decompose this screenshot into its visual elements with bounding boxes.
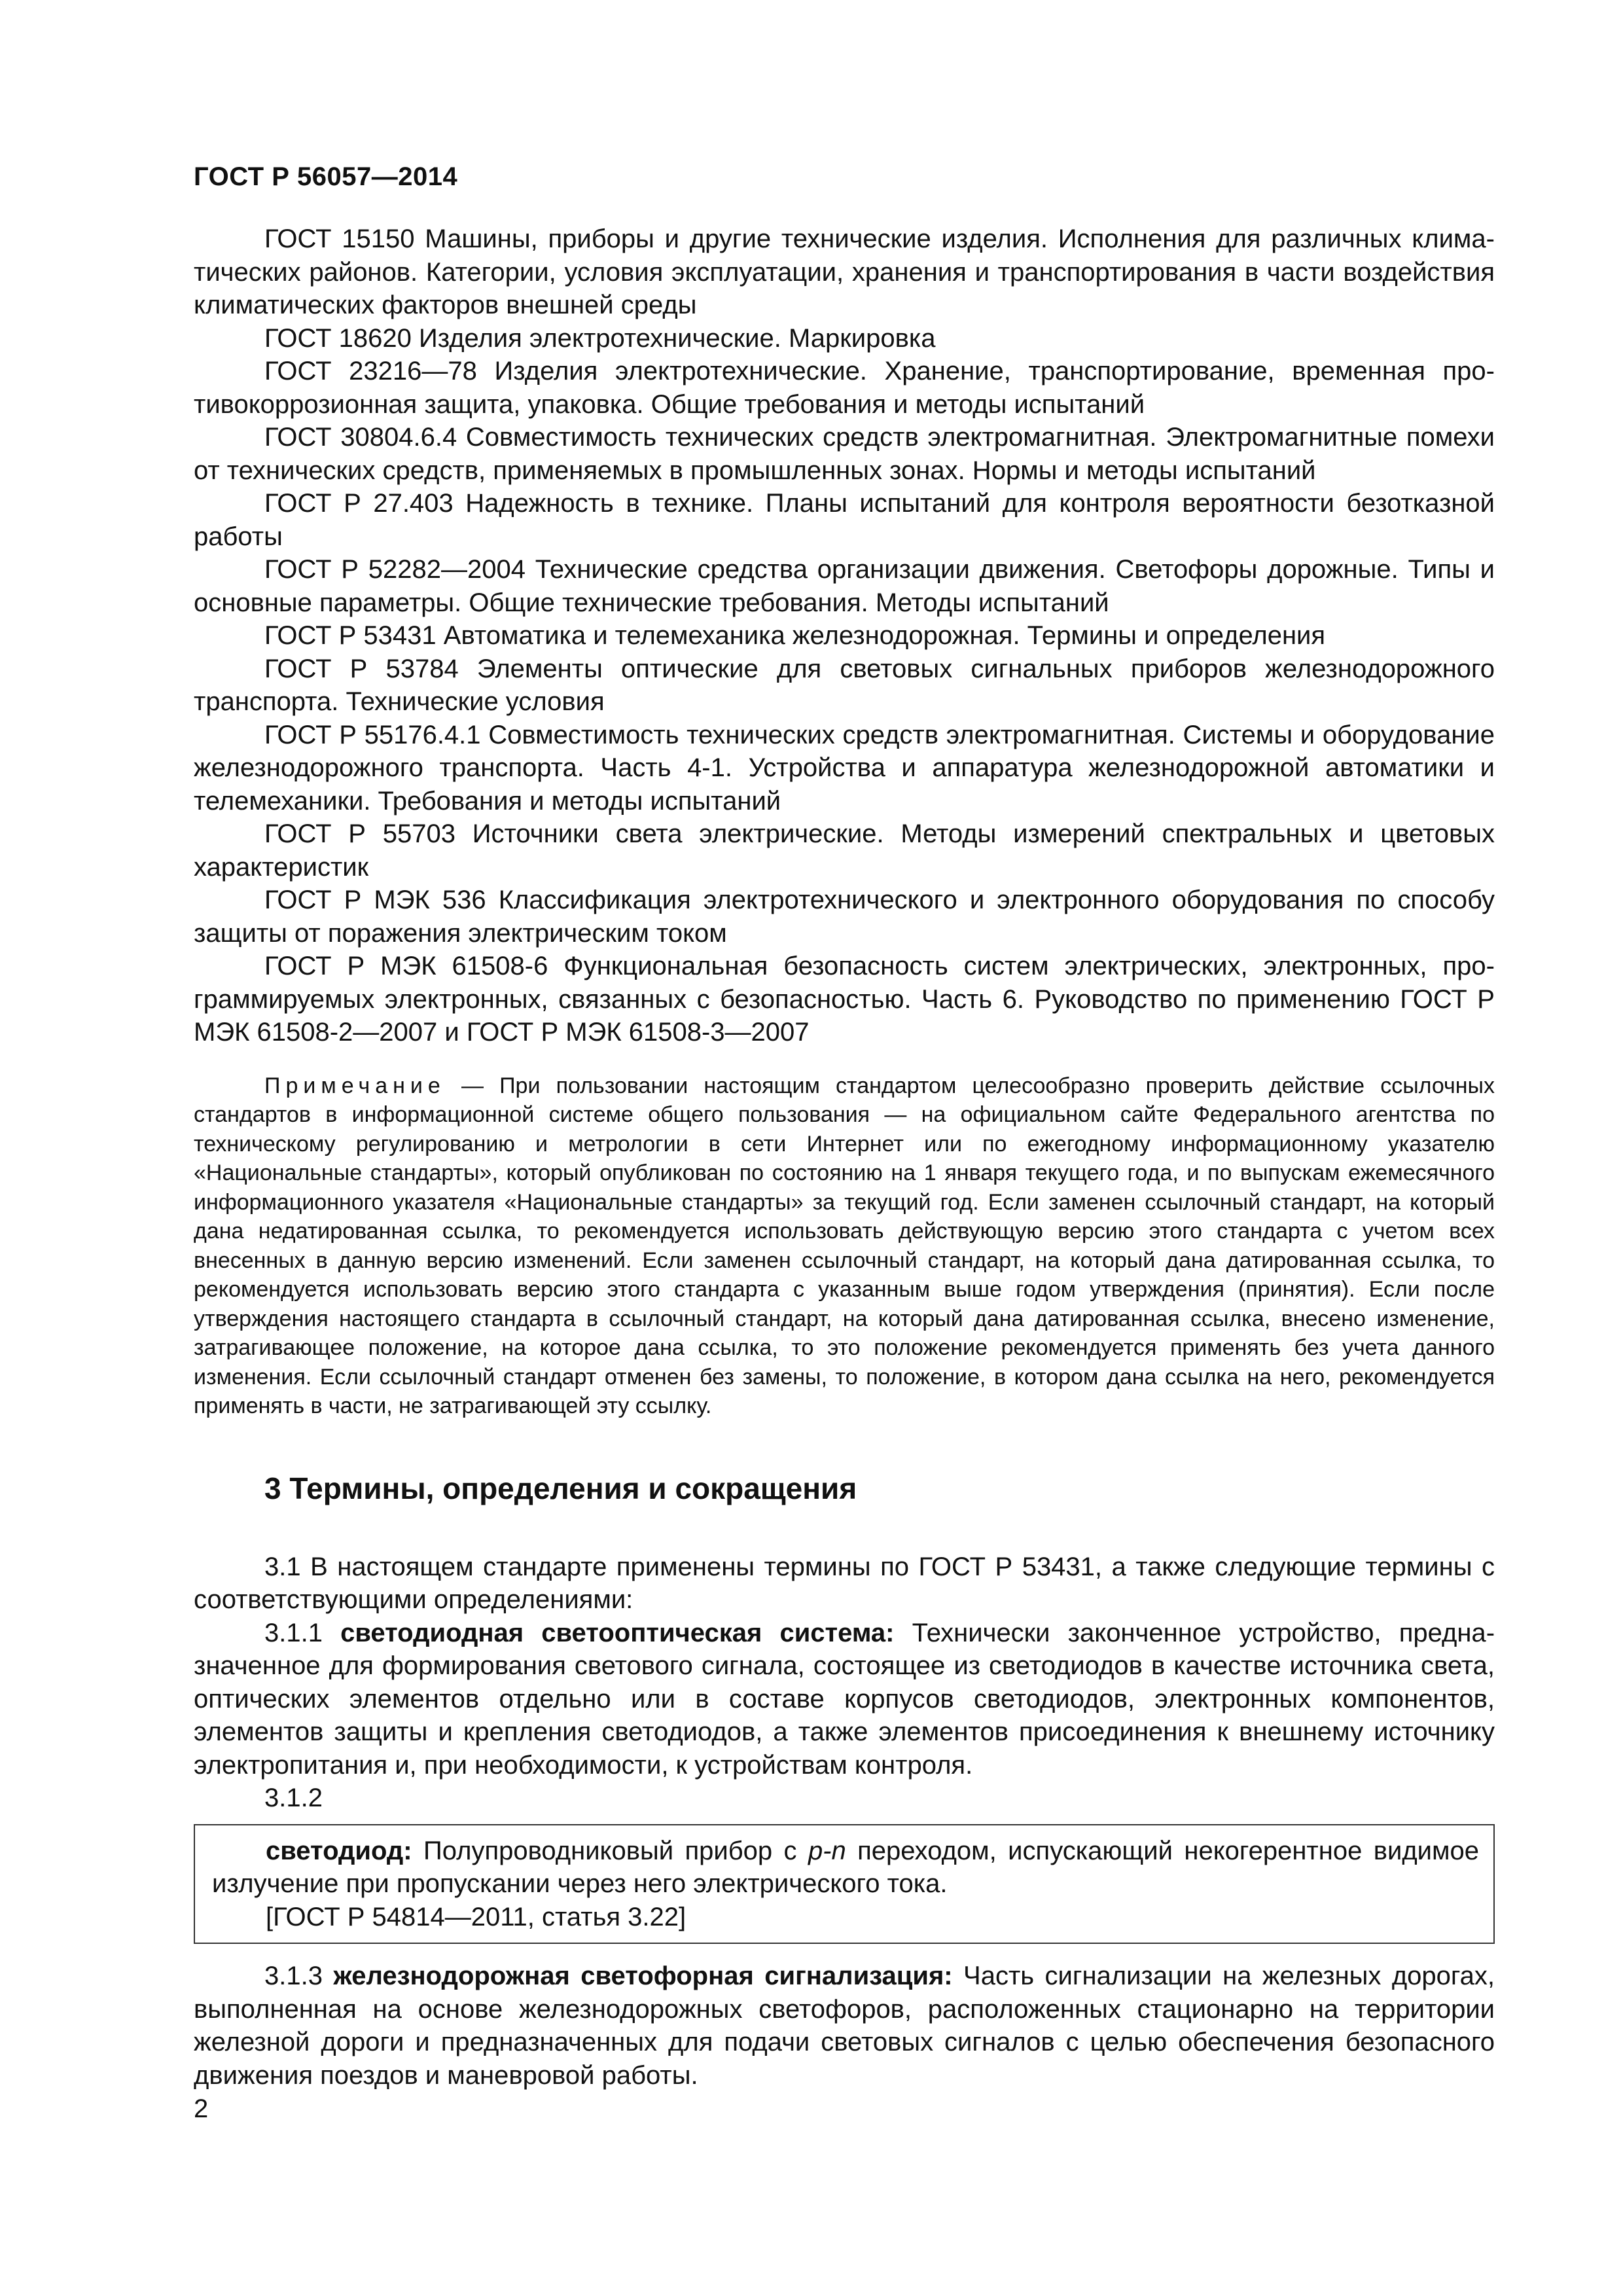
- reference-item: ГОСТ Р МЭК 536 Классификация электротехнического и электронного оборудования по способу защиты от поражения электрическим током: [194, 886, 1495, 948]
- reference-item: ГОСТ Р 53431 Автоматика и телемеханика железнодорожная. Термины и определения: [264, 621, 1326, 650]
- note-paragraph: [194, 1071, 1495, 1421]
- note-text: — При пользовании настоящим стандартом целесообразно проверить действие ссылочных стандартов в информационной системе общего пользования — на официальном сайте Федерального агентства по техническому регулированию и метрологии в сети Интернет или по ежегодному информационному указателю «Национальные стандарты», который опубликован по состоянию на 1 января текущего года, и по выпускам ежемесячного информационного указателя «Национальные стандарты» за текущий год. Если заменен ссылочный стандарт, на который дана недатированная ссылка, то рекомендуется использовать действующую версию этого стандарта с учетом всех внесенных в данную версию изменений. Если заменен ссылочный стандарт, на который дана датированная ссылка, то рекомендуется использовать версию этого стандарта с указанным выше годом утверждения (принятия). Если после утверждения настоящего стандарта в ссылочный стандарт, на который дана датированная ссылка, внесено изменение, затрагивающее положение, на которое дана ссылка, то это положение рекомендуется применять без учета данного изменения. Если ссылочный стандарт отменен без замены, то положение, в котором дана ссылка на него, рекомендуется применять в части, не затрагивающей эту ссылку.: [194, 1073, 1495, 1418]
- page-number: 2: [194, 2094, 209, 2123]
- note-lead: Примечание: [264, 1073, 446, 1098]
- clause-3-1: 3.1 В настоящем стандарте применены термины по ГОСТ Р 53431, а также следующие термины с соответствующими определениями:: [194, 1552, 1495, 1614]
- term-3-1-3: [194, 1960, 1495, 2092]
- reference-item: ГОСТ 15150 Машины, приборы и другие технические изделия. Исполнения для различных климатических районов. Категории, условия эксплуатации, хранения и транспортирования в части воздействия климатических факторов внешней среды: [194, 224, 1495, 319]
- reference-item: ГОСТ 18620 Изделия электротехнические. Маркировка: [264, 323, 936, 353]
- running-header: ГОСТ Р 56057—2014: [194, 162, 458, 191]
- term-3-1-2-box: [194, 1824, 1495, 1945]
- normative-references: [194, 223, 1495, 1049]
- section-title: 3 Термины, определения и сокращения: [264, 1471, 857, 1505]
- reference-item: ГОСТ Р 55703 Источники света электрические. Методы измерений спектральных и цветовых характеристик: [194, 819, 1495, 882]
- term-definition-pre: Полупроводниковый прибор с: [412, 1836, 808, 1865]
- reference-item: ГОСТ Р 27.403 Надежность в технике. Планы испытаний для контроля вероятности безотказной работы: [194, 489, 1495, 551]
- document-body: [194, 223, 1495, 2092]
- reference-item: ГОСТ 23216—78 Изделия электротехнические. Хранение, транспортирование, временная противокоррозионная защита, упаковка. Общие требования и методы испытаний: [194, 357, 1495, 419]
- term-name: железнодорожная светофорная сигнализация:: [333, 1962, 953, 1990]
- term-definition: Часть сигнализации на железных дорогах, выполненная на основе железнодорожных светофоров, расположенных стационарно на территории железной дороги и предназначенных для подачи световых сигналов с целью обеспечения безопасного движения поездов и маневровой работы.: [194, 1962, 1495, 2090]
- term-3-1-1: [194, 1617, 1495, 1782]
- term-definition: Технически законченное устройство, предназначенное для формирования светового сигнала, состоящее из светодиодов в качестве источника света, оптических элементов отдельно или в составе корпусов светодиодов, электронных компонентов, элементов защиты и крепления светодиодов, а также элементов присоединения к внешнему источнику электропитания и, при необходимости, к устройствам контроля.: [194, 1618, 1495, 1780]
- term-name: светодиодная светооптическая система:: [340, 1618, 895, 1647]
- term-name: светодиод:: [266, 1836, 412, 1865]
- term-definition-italic: p-n: [808, 1836, 846, 1865]
- term-definition-post: переходом, испускающий некогерентное видимое излучение при пропускании через него электрического тока.: [212, 1836, 1479, 1898]
- reference-item: ГОСТ Р 53784 Элементы оптические для световых сигнальных приборов железнодорожного транспорта. Технические условия: [194, 654, 1495, 716]
- term-source: [ГОСТ Р 54814—2011, статья 3.22]: [266, 1902, 687, 1931]
- reference-item: ГОСТ Р 52282—2004 Технические средства организации движения. Светофоры дорожные. Типы и основные параметры. Общие технические требования. Методы испытаний: [194, 555, 1495, 617]
- reference-item: ГОСТ 30804.6.4 Совместимость технических средств электромагнитная. Электромагнитные помехи от технических средств, применяемых в промышленных зонах. Нормы и методы испытаний: [194, 423, 1495, 485]
- reference-item: ГОСТ Р 55176.4.1 Совместимость технических средств электромагнитная. Системы и оборудование железнодорожного транспорта. Часть 4-1. Устройства и аппаратура железнодорожной автоматики и телемеханики. Требования и методы испытаний: [194, 720, 1495, 816]
- term-3-1-2: [212, 1835, 1479, 1901]
- term-number: 3.1.3: [264, 1962, 334, 1990]
- term-3-1-2-number: 3.1.2: [264, 1784, 323, 1812]
- reference-item: ГОСТ Р МЭК 61508-6 Функциональная безопасность систем электрических, электронных, программируемых электронных, связанных с безопасностью. Часть 6. Руководство по применению ГОСТ Р МЭК 61508-2—2007 и ГОСТ Р МЭК 61508-3—2007: [194, 952, 1495, 1047]
- term-number: 3.1.1: [264, 1618, 341, 1647]
